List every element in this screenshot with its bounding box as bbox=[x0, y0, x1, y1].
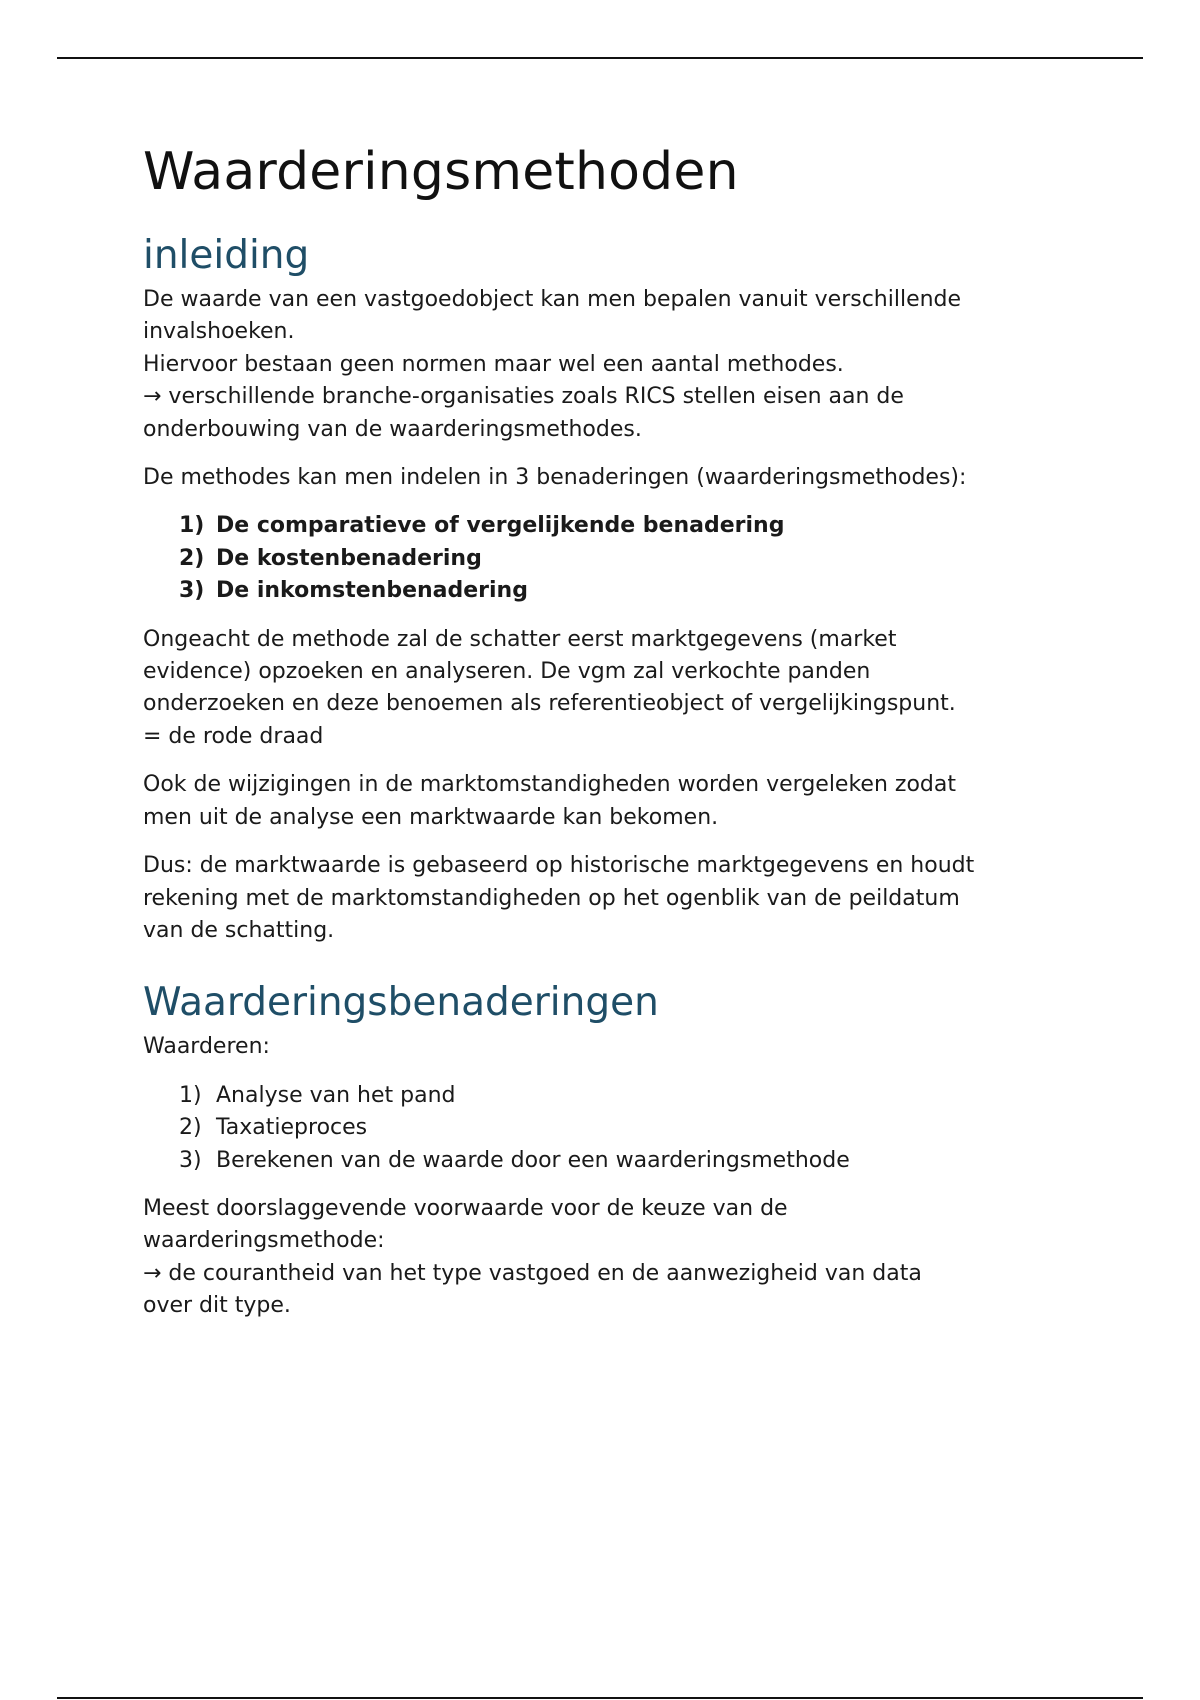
market-changes-paragraph bbox=[143, 769, 1083, 834]
text-line: rekening met de marktomstandigheden op het ogenblik van de peildatum bbox=[143, 885, 960, 911]
condition-paragraph bbox=[143, 1193, 1083, 1323]
list-number: 3) bbox=[179, 578, 205, 604]
list-number: 3) bbox=[179, 1147, 202, 1173]
conclusion-paragraph bbox=[143, 850, 1083, 947]
text-line: Dus: de marktwaarde is gebaseerd op historische marktgegevens en houdt bbox=[143, 853, 975, 879]
text-line: → verschillende branche-organisaties zoals RICS stellen eisen aan de bbox=[143, 384, 904, 410]
text-line: men uit de analyse een marktwaarde kan bekomen. bbox=[143, 804, 719, 830]
list-item bbox=[179, 1145, 1083, 1177]
list-item bbox=[179, 543, 1083, 575]
text-line: waarderingsmethode: bbox=[143, 1228, 385, 1254]
text-line: = de rode draad bbox=[143, 723, 324, 749]
list-text: Berekenen van de waarde door een waarderingsmethode bbox=[216, 1147, 850, 1173]
text-line: van de schatting. bbox=[143, 917, 335, 943]
list-number: 2) bbox=[179, 1115, 202, 1141]
document-title: Waarderingsmethoden bbox=[143, 142, 739, 202]
list-text: De inkomstenbenadering bbox=[216, 578, 528, 604]
list-item bbox=[179, 1112, 1083, 1144]
list-item bbox=[179, 575, 1083, 607]
text-line: over dit type. bbox=[143, 1293, 291, 1319]
bottom-rule bbox=[57, 1697, 1143, 1699]
list-number: 2) bbox=[179, 545, 205, 571]
text-line: → de courantheid van het type vastgoed en de aanwezigheid van data bbox=[143, 1260, 922, 1286]
intro-paragraph bbox=[143, 284, 1083, 446]
approaches-list bbox=[143, 510, 1083, 607]
text-line: De waarde van een vastgoedobject kan men bepalen vanuit verschillende bbox=[143, 287, 962, 312]
list-number: 1) bbox=[179, 513, 205, 539]
document-body bbox=[143, 140, 1083, 1323]
approaches-intro: De methodes kan men indelen in 3 benaderingen (waarderingsmethodes): bbox=[143, 465, 967, 491]
steps-label: Waarderen: bbox=[143, 1034, 270, 1060]
text-line: onderzoeken en deze benoemen als referentieobject of vergelijkingspunt. bbox=[143, 691, 956, 717]
section-heading-inleiding: inleiding bbox=[143, 233, 310, 278]
list-item bbox=[179, 510, 1083, 542]
list-item bbox=[179, 1080, 1083, 1112]
list-text: De kostenbenadering bbox=[216, 545, 482, 571]
list-text: Analyse van het pand bbox=[216, 1082, 456, 1108]
market-evidence-paragraph bbox=[143, 624, 1083, 754]
text-line: Ook de wijzigingen in de marktomstandigheden worden vergeleken zodat bbox=[143, 772, 956, 798]
top-rule bbox=[57, 57, 1143, 59]
text-line: evidence) opzoeken en analyseren. De vgm zal verkochte panden bbox=[143, 659, 871, 685]
steps-list bbox=[143, 1080, 1083, 1177]
list-text: De comparatieve of vergelijkende benadering bbox=[216, 513, 785, 539]
text-line: Meest doorslaggevende voorwaarde voor de keuze van de bbox=[143, 1195, 788, 1221]
text-line: Hiervoor bestaan geen normen maar wel een aantal methodes. bbox=[143, 351, 844, 377]
text-line: invalshoeken. bbox=[143, 319, 295, 345]
text-line: onderbouwing van de waarderingsmethodes. bbox=[143, 416, 642, 442]
list-text: Taxatieproces bbox=[216, 1115, 368, 1141]
list-number: 1) bbox=[179, 1082, 202, 1108]
section-heading-waarderingsbenaderingen: Waarderingsbenaderingen bbox=[143, 980, 659, 1026]
text-line: Ongeacht de methode zal de schatter eerst marktgegevens (market bbox=[143, 626, 897, 652]
